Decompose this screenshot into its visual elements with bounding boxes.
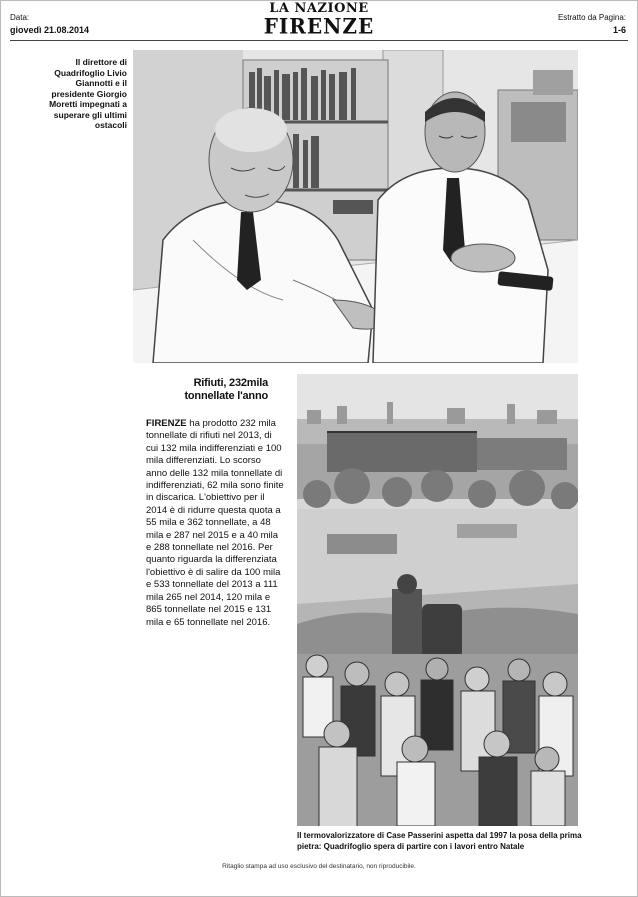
page-label: Estratto da Pagina:	[557, 13, 626, 22]
footer-notice: Ritaglio stampa ad uso esclusivo del destinatario, non riproducibile.	[222, 863, 416, 870]
date-label: Data:	[10, 13, 30, 22]
masthead	[0, 1, 638, 39]
article-body	[146, 418, 284, 629]
page-value: 1-6	[612, 25, 626, 35]
edition-name: FIRENZE	[263, 13, 375, 39]
publication-name: LA NAZIONE	[269, 1, 369, 16]
header-rule	[10, 40, 628, 41]
article-lead: FIRENZE	[146, 418, 187, 429]
article-headline: Rifiuti, 232mila tonnellate l'anno	[184, 377, 268, 402]
article-text: ha prodotto 232 mila tonnellate di rifiuti nel 2013, di cui 132 mila indifferenziati e 100 mila differenziati. Lo scorso anno delle 132 mila tonnellate di indifferenziati, 62 mila sono finite in discarica. L'obiettivo per il 2014 è di ridurre questa quota a 55 mila e 362 tonnellate, a 48 mila e 287 nel 2015 e a 40 mila e 288 tonnellate nel 2016. Per quanto riguarda la differenziata l'obiettivo è di salire da 100 mila e 533 tonnellate del 2013 a 111 mila 265 nel 2014, 120 mila e 865 tonnellate nel 2015 e 131 mila e 65 tonnellate nel 2016.	[146, 418, 284, 628]
photo-site-crowd	[297, 374, 578, 826]
page-block	[558, 12, 626, 36]
photo1-caption: Il direttore di Quadrifoglio Livio Giannotti e il presidente Giorgio Moretti impegnati a superare gli ultimi ostacoli	[49, 57, 127, 130]
photo2-caption: Il termovalorizzatore di Case Passerini aspetta dal 1997 la posa della prima pietra: Quadrifoglio spera di partire con i lavori entro Natale	[297, 831, 582, 851]
date-value: giovedì 21.08.2014	[10, 25, 90, 35]
photo-meeting	[133, 50, 578, 363]
